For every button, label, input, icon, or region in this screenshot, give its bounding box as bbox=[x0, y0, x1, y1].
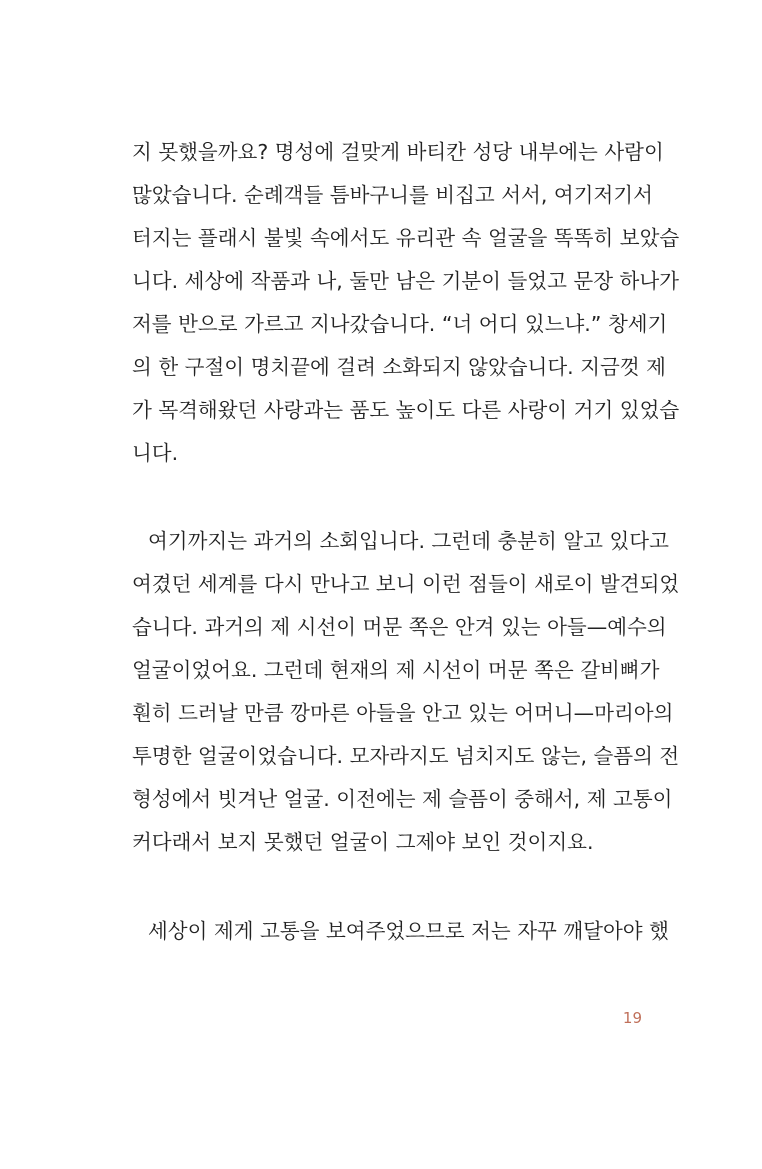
text-line: 얼굴이었어요. 그런데 현재의 제 시선이 머문 쪽은 갈비뼈가 bbox=[132, 658, 660, 682]
text-line: 투명한 얼굴이었습니다. 모자라지도 넘치지도 않는, 슬픔의 전 bbox=[132, 744, 680, 768]
text-line: 많았습니다. 순례객들 틈바구니를 비집고 서서, 여기저기서 bbox=[132, 183, 653, 207]
text-line: 저를 반으로 가르고 지나갔습니다. “너 어디 있느냐.” 창세기 bbox=[132, 312, 668, 336]
text-line: 습니다. 과거의 제 시선이 머문 쪽은 안겨 있는 아들—예수의 bbox=[132, 615, 667, 639]
text-line: 터지는 플래시 불빛 속에서도 유리관 속 얼굴을 똑똑히 보았습 bbox=[132, 226, 680, 250]
text-line: 훤히 드러날 만큼 깡마른 아들을 안고 있는 어머니—마리아의 bbox=[132, 701, 674, 725]
text-line: 의 한 구절이 명치끝에 걸려 소화되지 않았습니다. 지금껏 제 bbox=[132, 355, 666, 379]
text-line: 지 못했을까요? 명성에 걸맞게 바티칸 성당 내부에는 사람이 bbox=[132, 140, 664, 164]
page-number: 19 bbox=[622, 1009, 642, 1027]
text-line: 세상이 제게 고통을 보여주었으므로 저는 자꾸 깨달아야 했 bbox=[148, 919, 669, 943]
text-line: 니다. bbox=[132, 441, 179, 465]
text-line: 커다래서 보지 못했던 얼굴이 그제야 보인 것이지요. bbox=[132, 830, 594, 854]
text-line: 여겼던 세계를 다시 만나고 보니 이런 점들이 새로이 발견되었 bbox=[132, 572, 680, 596]
text-line: 형성에서 빗겨난 얼굴. 이전에는 제 슬픔이 중해서, 제 고통이 bbox=[132, 787, 673, 811]
text-line: 가 목격해왔던 사랑과는 품도 높이도 다른 사랑이 거기 있었습 bbox=[132, 398, 680, 422]
text-line: 여기까지는 과거의 소회입니다. 그런데 충분히 알고 있다고 bbox=[148, 529, 669, 553]
text-line: 니다. 세상에 작품과 나, 둘만 남은 기분이 들었고 문장 하나가 bbox=[132, 269, 679, 293]
